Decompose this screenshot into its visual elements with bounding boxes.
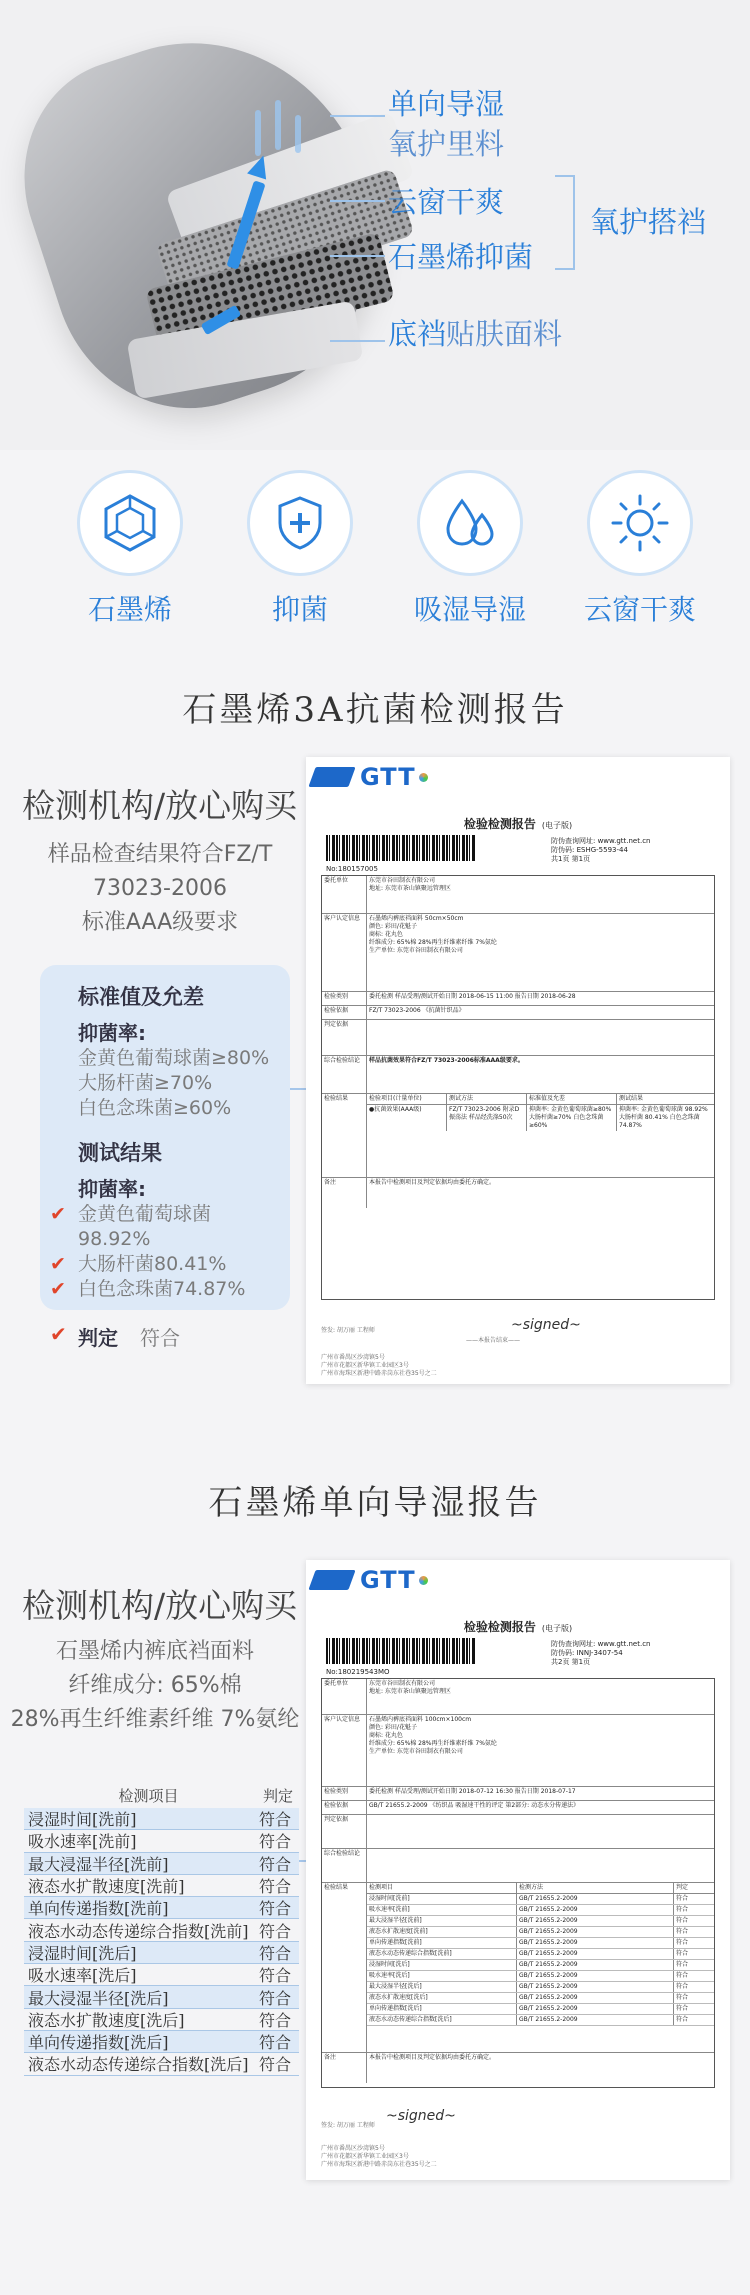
doc-result-row: 单向传递指数[洗前] GB/T 21655.2-2009 符合	[367, 1938, 714, 1949]
item-name: 最大浸湿半径[洗后]	[28, 1988, 169, 2008]
label-oxygen-gusset: 氧护搭裆	[590, 205, 707, 239]
standard-row: 金黄色葡萄球菌≥80%	[78, 1047, 270, 1069]
doc-result-row: 液态水动态传递综合指数[洗后] GB/T 21655.2-2009 符合	[367, 2015, 714, 2026]
antibacterial-report-document	[306, 757, 730, 1384]
items-table-row	[24, 1808, 299, 1830]
item-verdict: 符合	[258, 1854, 291, 1874]
label-oxygen-lining: 氧护里料	[388, 127, 505, 161]
verdict-label: 判定	[78, 1326, 118, 1350]
items-table-row	[24, 1919, 299, 1941]
report-meta: 防伪查询网址: www.gtt.net.cn 防伪码: INNJ-3407-54 共2页 第1页	[551, 1640, 651, 1666]
signer: 签发: 胡万丽 工程师	[321, 1327, 375, 1334]
items-table-row	[24, 1830, 299, 1852]
doc-result-row: 液态水扩散速度[洗前] GB/T 21655.2-2009 符合	[367, 1927, 714, 1938]
item-verdict: 符合	[258, 1810, 291, 1830]
item-verdict: 符合	[258, 2033, 291, 2053]
report-table: 委托单位 东莞市谷田制衣有限公司 地址: 东莞市茶山镇聚远管理区 客户认定信息 石墨烯内裤底裆面料 100cm×100cm 颜色: 彩田/花魁子 商标: 花丸色 纤维成分: 65%棉 28%再生纤维素纤维 7%氨纶 生产单位: 东莞市谷田制衣有限公司 检验类别 委托检测 样品受理/测试开始日期 2018-07-12 16:30 报告日期 2018-07-17 检验依据 GB/T 21655.2-2009 《纺织品 吸湿速干性的评定 第2部分: 动态水分传递法》 判定依据 综合检验结论 检验结果 检测项目 检测方法 判定 浸湿时间[洗前] GB/T 21655.2-2009 符合 吸水速率[洗前] GB/T 21655.2-2009 符合 最大浸湿半径[洗前] GB/T 21655.2-2009 符合 液态水扩散速度[洗前] GB/T 21655.2-2009 符合 单向传递指数[洗前] GB/T 21655.2-2009 符合 液态水动态传递综合指数[洗前] GB/T 21655.2-2009 符合 浸湿时间[洗后] GB/T 21655.2-2009 符合 吸水速率[洗后] GB/T 21655.2-2009 符合 最大浸湿半径[洗后] GB/T 21655.2-2009 符合 液态水扩散速度[洗后] GB/T 21655.2-2009 符合 单向传递指数[洗后] GB/T 21655.2-2009 符合 液态水动态传递综合指数[洗后] GB/T 21655.2-2009 符合 备注 本报告中检测项目及判定依据均由委托方确定。	[321, 1678, 715, 2088]
desc-line: 纤维成分: 65%棉	[68, 1673, 242, 1698]
vapor-swirl	[275, 100, 281, 150]
report2-heading: 检测机构/放心购买	[22, 1586, 298, 1625]
items-table-row	[24, 2031, 299, 2053]
feature-label: 云窗干爽	[583, 593, 696, 626]
item-name: 液态水动态传递综合指数[洗后]	[28, 2055, 249, 2075]
barcode	[326, 835, 476, 861]
inhibit-label: 抑菌率:	[78, 1021, 146, 1045]
feature-icons-row	[0, 450, 750, 630]
item-name: 浸湿时间[洗后]	[28, 1943, 137, 1963]
item-name: 单向传递指数[洗前]	[28, 1899, 169, 1919]
desc-line: 石墨烯内裤底裆面料	[55, 1639, 254, 1664]
verdict-value: 符合	[140, 1326, 180, 1350]
signature: ~signed~	[511, 1317, 581, 1333]
group-bracket	[555, 175, 575, 270]
item-verdict: 符合	[258, 1921, 291, 1941]
vapor-swirl	[255, 110, 261, 156]
standard-title: 标准值及允差	[78, 985, 204, 1009]
item-verdict: 符合	[258, 1899, 291, 1919]
callout-line	[330, 200, 385, 202]
callout-line	[330, 255, 385, 257]
report-number: No:180219543MO	[326, 1668, 390, 1676]
items-table-row	[24, 1986, 299, 2008]
items-table-row	[24, 1853, 299, 1875]
doc-result-row: 最大浸湿半径[洗后] GB/T 21655.2-2009 符合	[367, 1982, 714, 1993]
doc-result-row: 液态水扩散速度[洗后] GB/T 21655.2-2009 符合	[367, 1993, 714, 2004]
desc-line: 73023-2006	[93, 876, 227, 901]
label-moisture-wicking: 单向导湿	[388, 87, 505, 121]
item-verdict: 符合	[258, 1966, 291, 1986]
water-drops-icon	[417, 470, 523, 576]
result-row: ✔ 大肠杆菌80.41%	[78, 1252, 272, 1277]
result-title: 测试结果	[78, 1141, 162, 1165]
inhibit-label: 抑菌率:	[78, 1177, 146, 1201]
item-name: 最大浸湿半径[洗前]	[28, 1854, 169, 1874]
moisture-report-document	[306, 1560, 730, 2180]
section-title-moisture: 石墨烯单向导湿报告	[208, 1483, 542, 1523]
signer: 签发: 胡万丽 工程师	[321, 2122, 375, 2129]
result-row: ✔ 金黄色葡萄球菌98.92%	[78, 1202, 272, 1252]
header-verdict: 判定	[262, 1787, 293, 1805]
signature: ~signed~	[386, 2108, 456, 2124]
section-title-antibacterial: 石墨烯3A抗菌检测报告	[182, 690, 568, 730]
end-of-report: ——本报告结束——	[466, 1337, 521, 1344]
report-meta: 防伪查询网址: www.gtt.net.cn 防伪码: ESHG-5593-44 共1页 第1页	[551, 837, 651, 863]
feature-label: 吸湿导湿	[413, 593, 526, 626]
report-title: 检验检测报告 (电子版)	[463, 817, 573, 831]
standard-result-card	[40, 965, 290, 1350]
feature-antibacterial	[225, 470, 375, 628]
feature-dry	[565, 470, 715, 628]
report1-heading: 检测机构/放心购买	[22, 786, 298, 825]
item-name: 吸水速率[洗后]	[28, 1966, 137, 1986]
label-gusset-suffix: 贴肤面料	[446, 317, 563, 351]
item-verdict: 符合	[258, 2055, 291, 2075]
items-table-row	[24, 2009, 299, 2031]
label-gusset-skin-fabric	[388, 312, 562, 353]
doc-result-row: 浸湿时间[洗后] GB/T 21655.2-2009 符合	[367, 1960, 714, 1971]
sun-icon	[587, 470, 693, 576]
feature-label: 石墨烯	[87, 593, 172, 626]
report-table: 委托单位 东莞市谷田制衣有限公司 地址: 东莞市茶山镇聚远管理区 客户认定信息 石墨烯内裤底裆面料 50cm×50cm 颜色: 彩田/花魁子 商标: 花丸色 纤维成分: 65%棉 28%再生纤维素纤维 7%氨纶 生产单位: 东莞市谷田制衣有限公司 检验类别 委托检测 样品受理/测试开始日期 2018-06-15 11:00 报告日期 2018-06-28 检验依据 FZ/T 73023-2006 《抗菌针织品》 判定依据 综合检验结论 样品抗菌效果符合FZ/T 73023-2006标准AAA级要求。 检验结果 检验项目(计量单位) 测试方法 标准值及允差 测试结果 ●抗菌效果(AAA级) FZ/T 73023-2006 附录D 振荡法 样品经洗涤50次 抑菌率: 金黄色葡萄球菌≥80% 大肠杆菌≥70% 白色念珠菌≥60% 抑菌率: 金黄色葡萄球菌 98.92% 大肠杆菌 80.41% 白色念珠菌 74.87% 备注 本报告中检测项目及判定依据均由委托方确定。	[321, 875, 715, 1300]
result-row: ✔ 白色念珠菌74.87%	[78, 1277, 272, 1302]
callout-line	[330, 115, 385, 117]
doc-result-row: 最大浸湿半径[洗前] GB/T 21655.2-2009 符合	[367, 1916, 714, 1927]
item-name: 液态水扩散速度[洗后]	[28, 2010, 185, 2030]
standard-row: 大肠杆菌≥70%	[78, 1072, 213, 1094]
item-name: 单向传递指数[洗后]	[28, 2033, 169, 2053]
doc-result-row: 吸水速率[洗后] GB/T 21655.2-2009 符合	[367, 1971, 714, 1982]
doc-result-row: 液态水动态传递综合指数[洗前] GB/T 21655.2-2009 符合	[367, 1949, 714, 1960]
callout-line	[330, 340, 385, 342]
items-table-row	[24, 2053, 299, 2075]
doc-result-row: 吸水速率[洗前] GB/T 21655.2-2009 符合	[367, 1905, 714, 1916]
doc-result-row: 浸湿时间[洗前] GB/T 21655.2-2009 符合	[367, 1894, 714, 1905]
items-table-row	[24, 1964, 299, 1986]
report-number: No:180157005	[326, 865, 378, 873]
desc-line: 样品检查结果符合FZ/T	[47, 842, 273, 867]
item-verdict: 符合	[258, 1943, 291, 1963]
feature-graphene	[55, 470, 205, 628]
items-table-row	[24, 1897, 299, 1919]
verdict-row	[78, 1322, 272, 1351]
fabric-layers-hero	[0, 0, 750, 450]
moisture-items-table	[24, 1785, 299, 2076]
label-graphene-antibacterial: 石墨烯抑菌	[388, 240, 534, 274]
hexagon-molecule-icon	[77, 470, 183, 576]
gtt-logo: GTT	[312, 1566, 428, 1594]
feature-label: 抑菌	[271, 593, 328, 626]
header-item: 检测项目	[118, 1787, 179, 1805]
report-footer: 广州市番禺区沙湾镇5号 广州市花都区新华镇工业园区3号 广州市海珠区新港中路赤岗东社巷35号之二	[321, 1354, 437, 1377]
vapor-swirl	[295, 115, 301, 153]
barcode	[326, 1638, 476, 1664]
report-title: 检验检测报告 (电子版)	[463, 1620, 573, 1634]
item-verdict: 符合	[258, 1832, 291, 1852]
items-table-row	[24, 1942, 299, 1964]
item-verdict: 符合	[258, 2010, 291, 2030]
item-verdict: 符合	[258, 1988, 291, 2008]
report2-description	[5, 1635, 305, 1737]
desc-line: 标准AAA级要求	[81, 910, 239, 935]
item-name: 液态水动态传递综合指数[洗前]	[28, 1921, 249, 1941]
item-name: 吸水速率[洗前]	[28, 1832, 137, 1852]
item-name: 浸湿时间[洗前]	[28, 1810, 137, 1830]
items-table-row	[24, 1875, 299, 1897]
item-name: 液态水扩散速度[洗前]	[28, 1877, 185, 1897]
label-gusset-prefix: 底裆	[388, 317, 447, 351]
items-table-header	[24, 1785, 299, 1808]
item-verdict: 符合	[258, 1877, 291, 1897]
shield-plus-icon	[247, 470, 353, 576]
label-cloud-window-dry: 云窗干爽	[388, 185, 505, 219]
report1-description	[20, 838, 300, 940]
report-footer: 广州市番禺区沙湾镇5号 广州市花都区新华镇工业园区3号 广州市海珠区新港中路赤岗东社巷35号之二	[321, 2145, 437, 2168]
gtt-logo: GTT	[312, 763, 428, 791]
doc-result-row: 单向传递指数[洗后] GB/T 21655.2-2009 符合	[367, 2004, 714, 2015]
desc-line: 28%再生纤维素纤维 7%氨纶	[10, 1707, 300, 1732]
standard-row: 白色念珠菌≥60%	[78, 1097, 232, 1119]
feature-moisture	[395, 470, 545, 628]
